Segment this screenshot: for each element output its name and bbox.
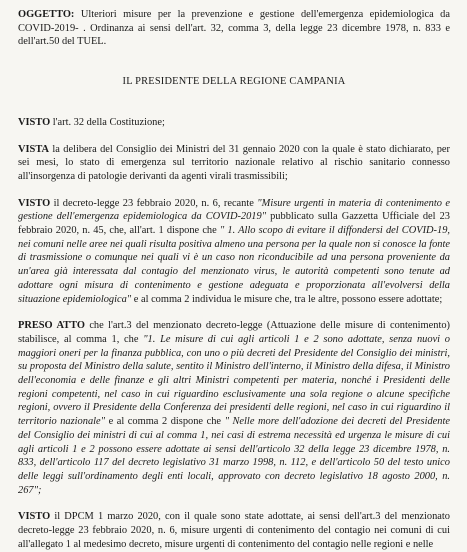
subject-label: OGGETTO: (18, 9, 75, 20)
subject-paragraph (18, 8, 450, 49)
paragraph-label: PRESO ATTO (18, 320, 85, 332)
paragraph-visto-decreto-legge (18, 197, 450, 307)
paragraph-label: VISTA (18, 143, 49, 155)
paragraph-text: e al comma 2 individua le misure che, tra le altre, possono essere adottate; (131, 293, 443, 305)
paragraph-quote: "Misure urgenti in materia di contenimento e gestione dell'emergenza epidemiologica da COVID-2019" (18, 197, 450, 223)
subject-text: Ulteriori misure per la prevenzione e gestione dell'emergenza epidemiologica da COVID-2019- . Ordinanza ai sensi dell'art. 32, comma 3, della legge 23 dicembre 1978, n. 833 e dell'art.50 del TUEL. (18, 9, 450, 48)
paragraph-text: pubblicato sulla Gazzetta Ufficiale del 23 febbraio 2020, n. 45, che, all'art. 1 dispone che (18, 211, 450, 237)
paragraph-visto-dpcm (18, 510, 450, 551)
paragraph-text: che l'art.3 del menzionato decreto-legge (Attuazione delle misure di contenimento) stabilisce, al comma 1, che (18, 320, 450, 345)
paragraph-preso-atto (18, 319, 450, 497)
paragraph-label: VISTO (18, 197, 51, 209)
paragraph-quote: "1. Le misure di cui agli articoli 1 e 2 sono adottate, senza nuovi o maggiori oneri per la finanza pubblica, con uno o più decreti del Presidente del Consiglio dei ministri, su proposta del Ministro della salute, sentito il Ministro dell'interno, il Ministro della difesa, il Ministro dell'economia e delle finanze e gli altri Ministri competenti per materia, nonché i Presidenti delle regioni competenti, nel caso in cui riguardino esclusivamente una sola regione o alcune specifiche regioni, ovvero il Presidente della Conferenza dei presidenti delle regioni, nel caso in cui riguardino il territorio nazionale" (18, 333, 450, 428)
paragraph-text: il DPCM 1 marzo 2020, con il quale sono state adottate, ai sensi dell'art.3 del menzionato decreto-legge 23 febbraio 2020, n. 6, misure urgenti di contenimento del contagio nei comuni di cui all'allegato 1 al medesimo decreto, misure urgenti di contenimento del contagio nelle regioni e nelle (18, 511, 450, 550)
paragraph-visto-costituzione (18, 116, 450, 130)
paragraph-text: l'art. 32 della Costituzione; (50, 116, 165, 128)
paragraph-text: il decreto-legge 23 febbraio 2020, n. 6, recante (50, 197, 258, 209)
paragraph-quote: " Nelle more dell'adozione dei decreti del Presidente del Consiglio dei ministri di cui al comma 1, nei casi di estrema necessità ed urgenza le misure di cui agli articoli 1 e 2 possono essere adottate ai sensi dell'articolo 32 della legge 23 dicembre 1978, n. 833, dell'articolo 117 del decreto legislativo 31 marzo 1998, n. 112, e dell'articolo 50 del testo unico delle leggi sull'ordinamento degli enti locali, approvato con decreto legislativo 18 agosto 2000, n. 267"; (18, 416, 450, 496)
paragraph-text: e al comma 2 dispone che (105, 416, 225, 428)
paragraph-text: la delibera del Consiglio dei Ministri del 31 gennaio 2020 con la quale è stato dichiarato, per sei mesi, lo stato di emergenza sul territorio nazionale relativo al rischio sanitario connesso all'insorgenza di patologie derivanti da agenti virali trasmissibili; (18, 143, 450, 182)
paragraph-label: VISTO (18, 511, 51, 523)
paragraph-vista-delibera (18, 143, 450, 184)
paragraph-label: VISTO (18, 116, 51, 128)
paragraph-quote: " 1. Allo scopo di evitare il diffondersi del COVID-19, nei comuni nelle aree nei quali risulta positiva almeno una persona per la quale non si conosce la fonte di trasmissione o comunque nei quali vi è un caso non riconducibile ad una persona proveniente da un'area già interessata dal contagio del menzionato virus, le autorità competenti sono tenute ad adottare ogni misura di contenimento e gestione adeguata e proporzionata all'evolversi della situazione epidemiologica" (18, 225, 450, 305)
document-heading: IL PRESIDENTE DELLA REGIONE CAMPANIA (122, 76, 346, 88)
